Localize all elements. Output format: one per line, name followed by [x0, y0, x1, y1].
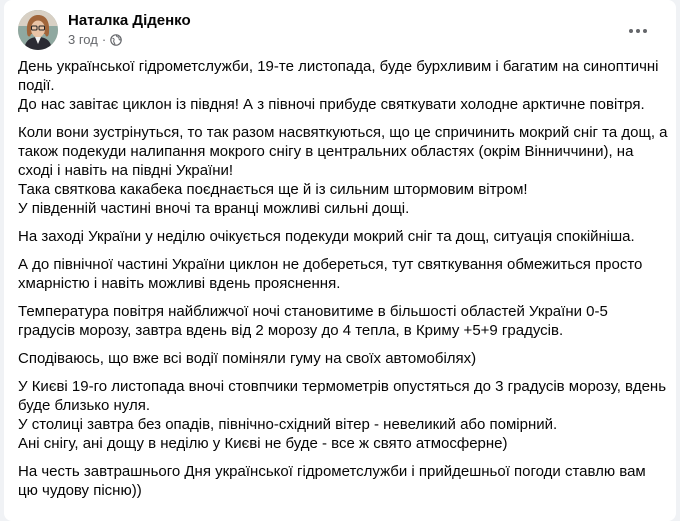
more-options-button[interactable] [620, 12, 656, 48]
more-options-icon [628, 21, 648, 39]
post-paragraph [18, 255, 668, 293]
avatar[interactable] [18, 10, 58, 50]
post-line: Ані снігу, ані дощу в неділю у Києві не буде - все ж свято атмосферне) [18, 435, 508, 452]
post-line: Температура повітря найближчої ночі становитиме в більшості областей України 0-5 градусів морозу, завтра вдень від 2 морозу до 4 тепла, в Криму +5+9 градусів. [18, 303, 608, 339]
post-line: Сподіваюсь, що вже всі водії поміняли гуму на своїх автомобілях) [18, 350, 477, 367]
post-line: Коли вони зустрінуться, то так разом насвяткуються, що це спричинить мокрий сніг та дощ, а також подекуди налипання мокрого снігу в центральних областях (окрім Вінниччини), на сході і навіть на півдні України! [18, 124, 668, 179]
post-header [18, 10, 658, 50]
post-paragraph [18, 57, 668, 114]
author-name[interactable]: Наталка Діденко [68, 12, 191, 29]
post-card [4, 0, 676, 521]
separator-dot: · [101, 32, 107, 47]
post-line: На заході України у неділю очікується подекуди мокрий сніг та дощ, ситуація спокійніша. [18, 228, 635, 245]
post-line: У столиці завтра без опадів, північно-східний вітер - невеликий або помірний. [18, 416, 558, 433]
post-paragraph [18, 349, 668, 368]
post-meta [68, 32, 122, 49]
post-paragraph [18, 462, 668, 500]
post-paragraph [18, 123, 668, 218]
globe-icon[interactable] [110, 34, 122, 49]
post-line: А до північної частині України циклон не добереться, тут святкування обмежиться просто хмарністю і навіть можливі вдень прояснення. [18, 256, 643, 292]
post-paragraph [18, 227, 668, 246]
post-line: Така святкова какабека поєднається ще й із сильним штормовим вітром! [18, 181, 528, 198]
post-line: До нас завітає циклон із півдня! А з півночі прибуде святкувати холодне арктичне повітря. [18, 96, 645, 113]
post-line: У Києві 19-го листопада вночі стовпчики термометрів опустяться до 3 градусів морозу, вдень буде близько нуля. [18, 378, 667, 414]
post-line: У південній частині вночі та вранці можливі сильні дощі. [18, 200, 410, 217]
post-paragraph [18, 377, 668, 453]
post-line: На честь завтрашнього Дня української гідрометслужби і прийдешньої погоди ставлю вам цю чудову пісню)) [18, 463, 646, 499]
post-time[interactable]: 3 год [68, 32, 98, 47]
post-body [18, 57, 668, 509]
post-paragraph [18, 302, 668, 340]
post-line: День української гідрометслужби, 19-те листопада, буде бурхливим і багатим на синоптичні події. [18, 58, 659, 94]
